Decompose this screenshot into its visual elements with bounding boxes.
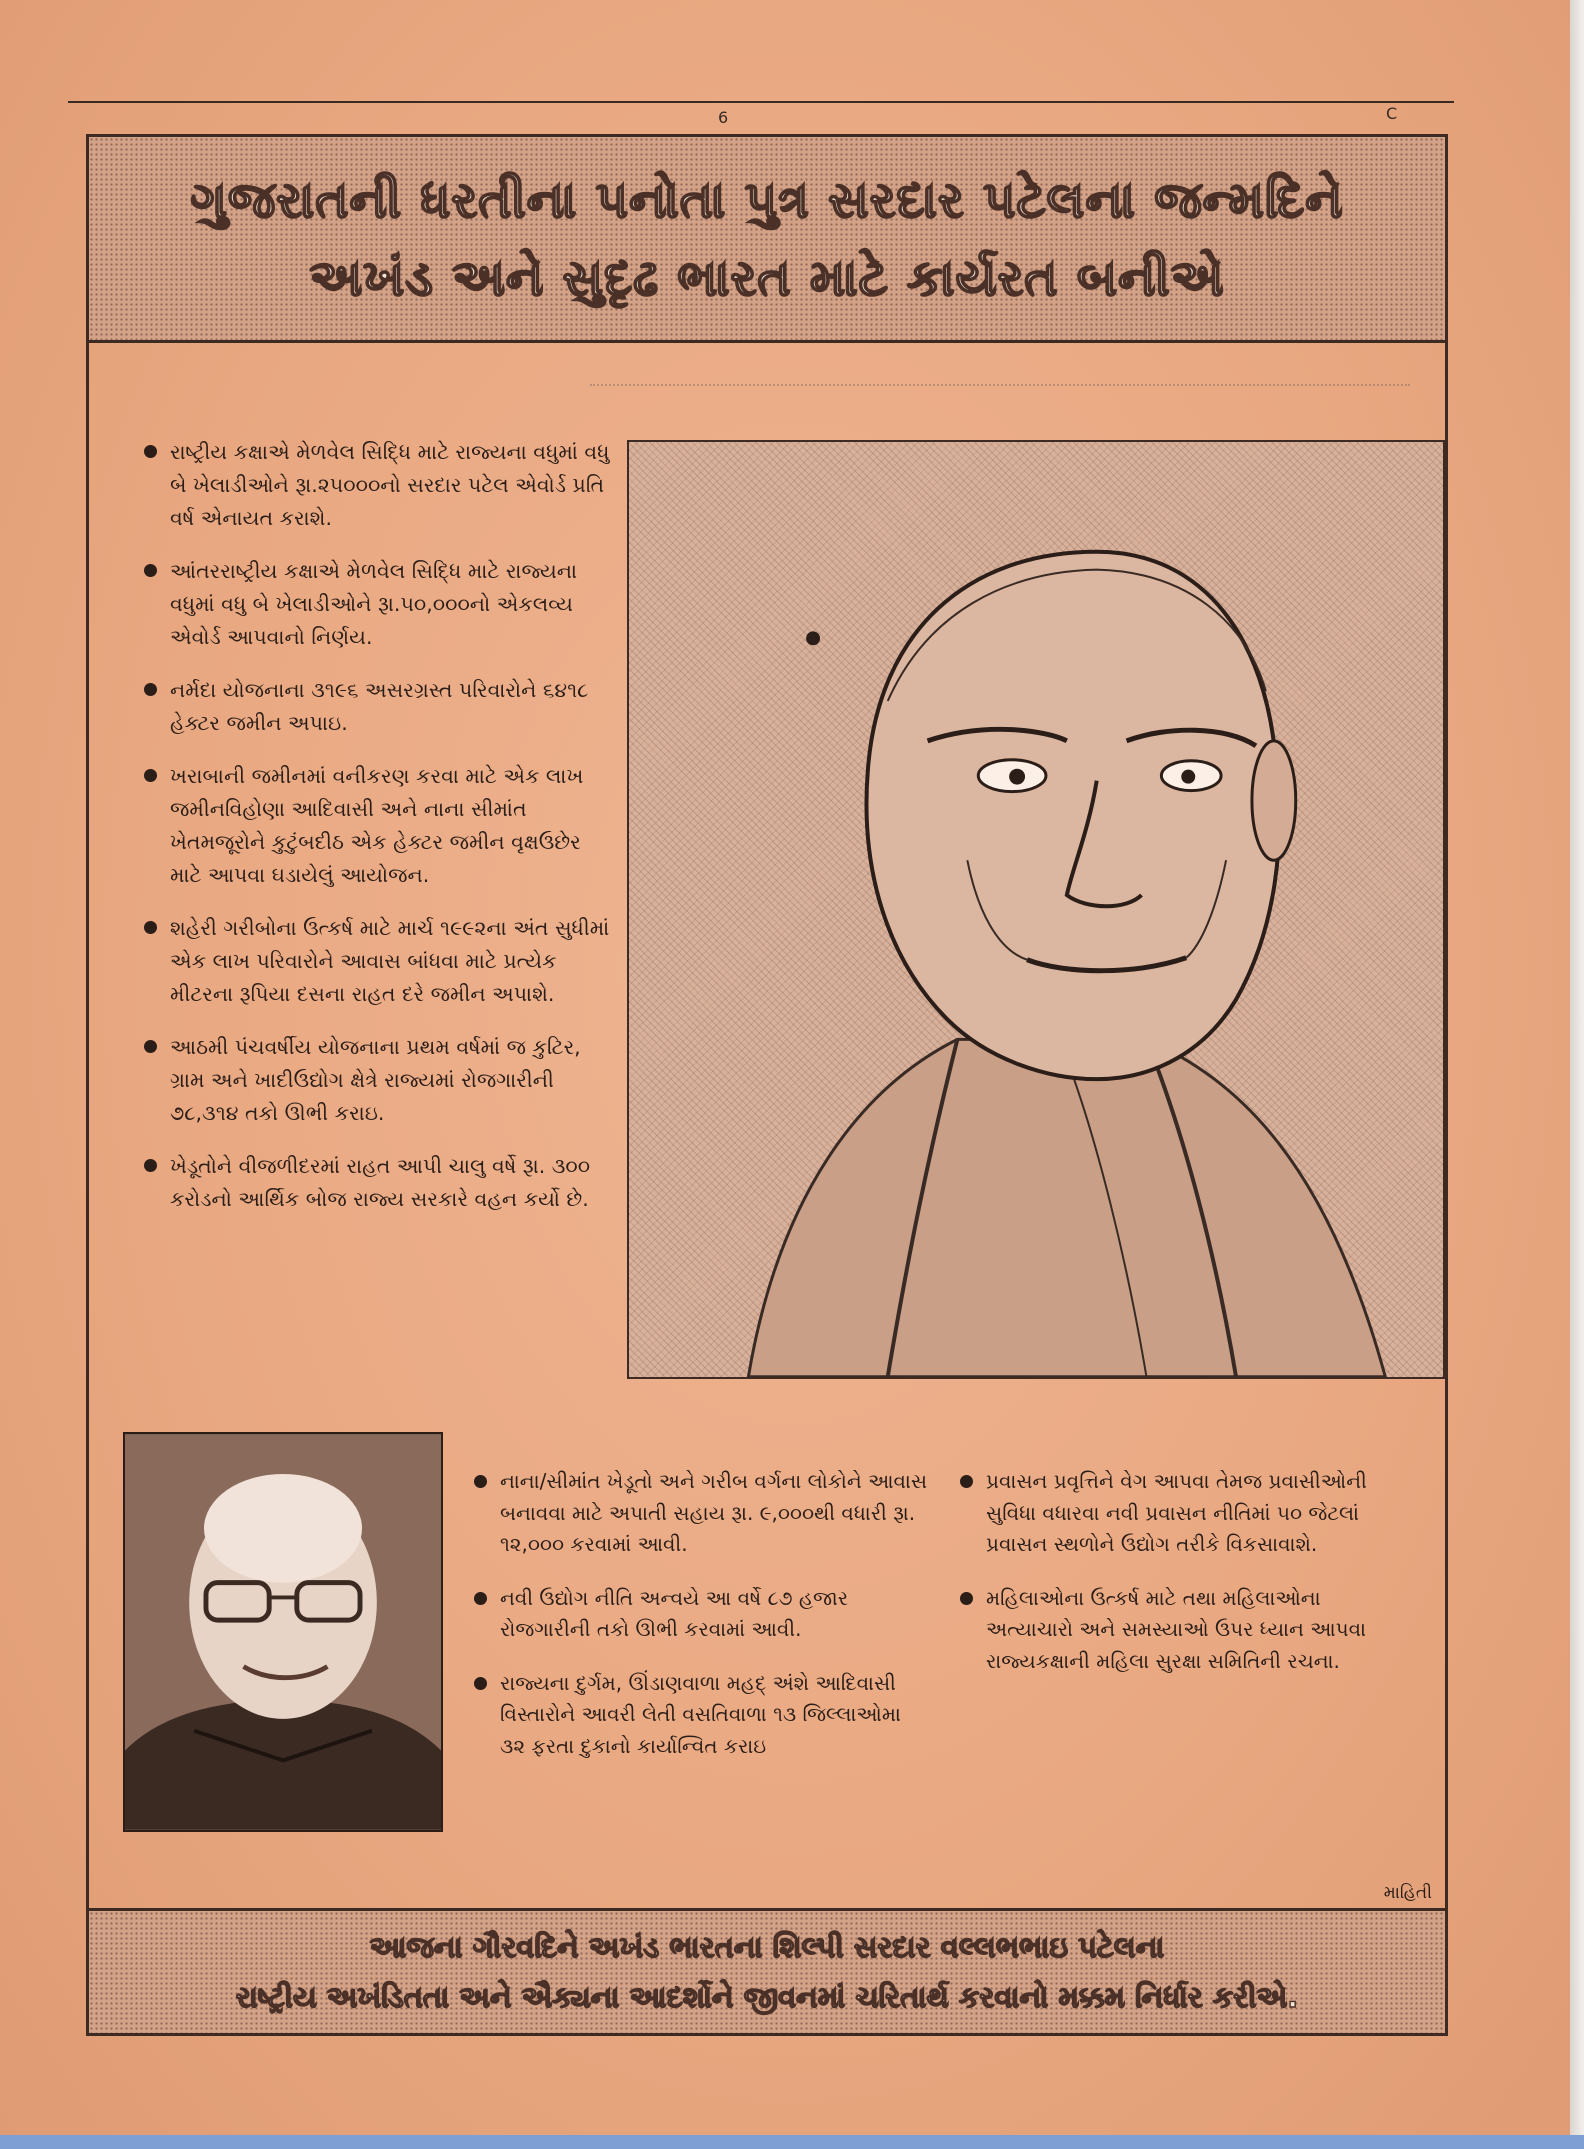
bullet-dot-icon bbox=[144, 683, 157, 696]
bullet-dot-icon bbox=[144, 564, 157, 577]
footer-line-2: રાષ્ટ્રીય અખંડિતતા અને ઐક્યના આદર્શોને જીવનમાં ચરિતાર્થ કરવાનો મક્કમ નિર્ધાર કરીએ. bbox=[235, 1980, 1299, 2014]
list-item: નાના/સીમાંત ખેડૂતો અને ગરીબ વર્ગના લોકોને આવાસ બનાવવા માટે અપાતી સહાય રૂા. ૯,૦૦૦થી વધારી રૂા. ૧૨,૦૦૦ કરવામાં આવી. bbox=[470, 1466, 930, 1561]
footer-line-1: આજના ગૌરવદિને અખંડ ભારતના શિલ્પી સરદાર વલ્લભભાઇ પટેલના bbox=[369, 1930, 1165, 1964]
list-item: નવી ઉદ્યોગ નીતિ અન્વયે આ વર્ષે ૮૭ હજાર રોજગારીની તકો ઊભી કરવામાં આવી. bbox=[470, 1583, 930, 1646]
sardar-patel-sketch bbox=[627, 440, 1445, 1379]
faded-divider bbox=[590, 384, 1410, 404]
page-mark-left: 6 bbox=[718, 108, 729, 127]
source-credit: માહિતી bbox=[1383, 1883, 1432, 1903]
list-item: ખેડૂતોને વીજળીદરમાં રાહત આપી ચાલુ વર્ષે રૂા. ૩૦૦ કરોડનો આર્થિક બોજ રાજ્ય સરકારે વહન કર્યો છે. bbox=[140, 1150, 618, 1216]
headline-band bbox=[89, 137, 1445, 343]
list-item: શહેરી ગરીબોના ઉત્કર્ષ માટે માર્ચ ૧૯૯૨ના અંત સુધીમાં એક લાખ પરિવારોને આવાસ બાંધવા માટે પ્રત્યેક મીટરના રૂપિયા દસના રાહત દરે જમીન અપાશે. bbox=[140, 912, 618, 1011]
bullet-list-right bbox=[956, 1466, 1396, 1699]
bullet-dot-icon bbox=[144, 769, 157, 782]
list-item: ખરાબાની જમીનમાં વનીકરણ કરવા માટે એક લાખ જમીનવિહોણા આદિવાસી અને નાના સીમાંત ખેતમજૂરોને કુટુંબદીઠ એક હેક્ટર જમીન વૃક્ષઉછેર માટે આપવા ઘડાયેલું આયોજન. bbox=[140, 760, 618, 892]
list-item: આઠમી પંચવર્ષીય યોજનાના પ્રથમ વર્ષમાં જ કુટિર, ગ્રામ અને ખાદીઉદ્યોગ ક્ષેત્રે રાજ્યમાં રોજગારીની ૭૮,૩૧૪ તકો ઊભી કરાઇ. bbox=[140, 1031, 618, 1130]
chief-minister-photo bbox=[123, 1432, 443, 1832]
list-item: રાષ્ટ્રીય કક્ષાએ મેળવેલ સિદ્ધિ માટે રાજ્યના વધુમાં વધુ બે ખેલાડીઓને રૂા.૨૫૦૦૦નો સરદાર પટેલ એવોર્ડ પ્રતિ વર્ષ એનાયત કરાશે. bbox=[140, 436, 618, 535]
list-item: મહિલાઓના ઉત્કર્ષ માટે તથા મહિલાઓના અત્યાચારો અને સમસ્યાઓ ઉપર ધ્યાન આપવા રાજ્યકક્ષાની મહિલા સુરક્ષા સમિતિની રચના. bbox=[956, 1583, 1396, 1678]
bullet-dot-icon bbox=[144, 1040, 157, 1053]
scan-edge-right bbox=[1570, 0, 1584, 2149]
top-rule bbox=[68, 101, 1454, 103]
sketch-portrait-icon bbox=[629, 442, 1443, 1377]
bullet-dot-icon bbox=[144, 445, 157, 458]
portrait-photo-icon bbox=[125, 1434, 441, 1830]
bullet-dot-icon bbox=[474, 1475, 487, 1488]
scan-edge-bottom bbox=[0, 2135, 1584, 2149]
bullet-list-left bbox=[140, 436, 618, 1236]
bullet-dot-icon bbox=[474, 1592, 487, 1605]
bullet-dot-icon bbox=[474, 1677, 487, 1690]
list-item: રાજ્યના દુર્ગમ, ઊંડાણવાળા મહદ્ અંશે આદિવાસી વિસ્તારોને આવરી લેતી વસતિવાળા ૧૩ જિલ્લાઓમા ૩૨ ફરતા દુકાનો કાર્યાન્વિત કરાઇ bbox=[470, 1668, 930, 1763]
bullet-dot-icon bbox=[960, 1475, 973, 1488]
page-mark-right: C bbox=[1386, 104, 1398, 123]
bullet-list-middle bbox=[470, 1466, 930, 1784]
bullet-dot-icon bbox=[960, 1592, 973, 1605]
list-item: નર્મદા યોજનાના ૩૧૯૬ અસરગ્રસ્ત પરિવારોને ૬૪૧૮ હેક્ટર જમીન અપાઇ. bbox=[140, 674, 618, 740]
bullet-dot-icon bbox=[144, 921, 157, 934]
bullet-dot-icon bbox=[144, 1159, 157, 1172]
list-item: પ્રવાસન પ્રવૃત્તિને વેગ આપવા તેમજ પ્રવાસીઓની સુવિધા વધારવા નવી પ્રવાસન નીતિમાં ૫૦ જેટલાં પ્રવાસન સ્થળોને ઉદ્યોગ તરીકે વિકસાવાશે. bbox=[956, 1466, 1396, 1561]
footer-band bbox=[89, 1908, 1445, 2033]
headline-line-2: અખંડ અને સુદૃઢ ભારત માટે કાર્યરત બનીએ bbox=[309, 248, 1225, 307]
list-item: આંતરરાષ્ટ્રીય કક્ષાએ મેળવેલ સિદ્ધિ માટે રાજ્યના વધુમાં વધુ બે ખેલાડીઓને રૂા.૫૦,૦૦૦નો એકલવ્ય એવોર્ડ આપવાનો નિર્ણય. bbox=[140, 555, 618, 654]
headline-line-1: ગુજરાતની ધરતીના પનોતા પુત્ર સરદાર પટેલના જન્મદિને bbox=[190, 170, 1344, 229]
